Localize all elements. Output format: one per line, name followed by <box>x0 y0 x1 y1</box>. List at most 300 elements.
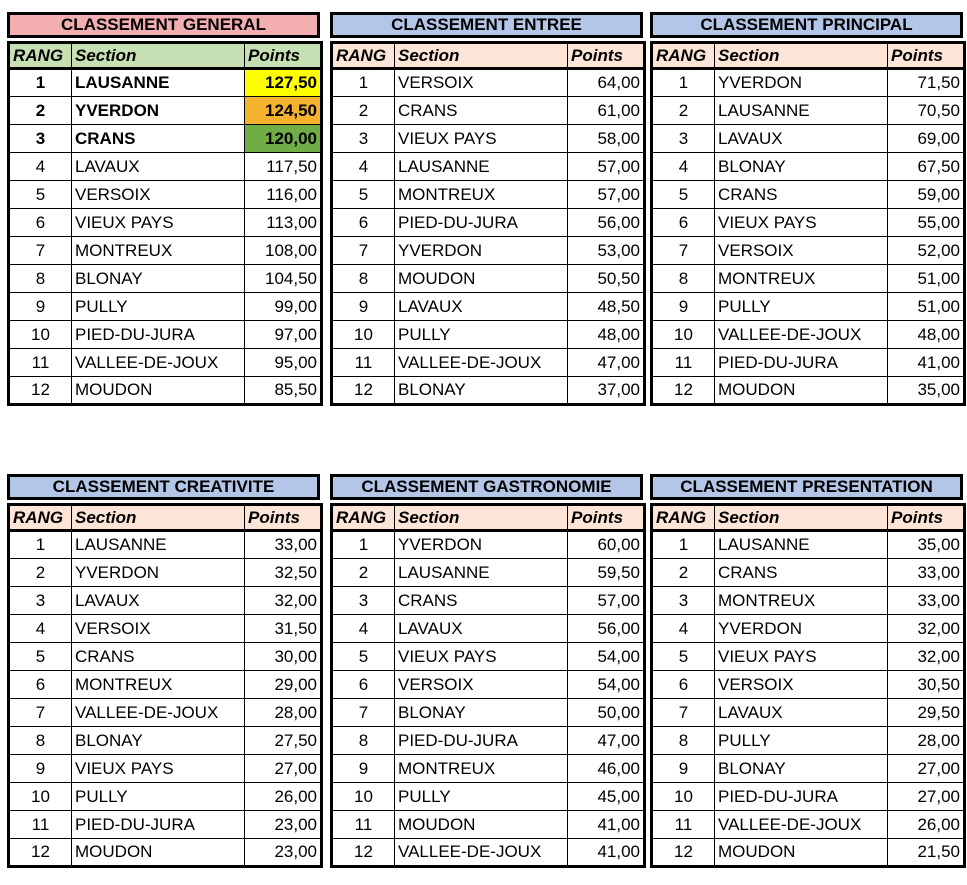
points-header: Points <box>888 505 965 531</box>
rank-cell: 3 <box>9 587 72 615</box>
points-cell: 27,00 <box>245 755 322 783</box>
rank-cell: 5 <box>9 181 72 209</box>
table-row <box>652 153 965 181</box>
rank-cell: 2 <box>652 97 715 125</box>
points-cell: 30,00 <box>245 643 322 671</box>
section-cell: PULLY <box>72 293 245 321</box>
rank-cell: 1 <box>652 69 715 97</box>
rank-cell: 7 <box>332 699 395 727</box>
section-cell: LAUSANNE <box>395 153 568 181</box>
section-cell: MOUDON <box>715 377 888 405</box>
rank-cell: 7 <box>652 237 715 265</box>
table-row <box>9 69 322 97</box>
table-row <box>9 587 322 615</box>
points-cell: 28,00 <box>888 727 965 755</box>
rank-cell: 12 <box>9 377 72 405</box>
table-row <box>9 615 322 643</box>
points-cell: 21,50 <box>888 839 965 867</box>
rank-cell: 12 <box>652 839 715 867</box>
section-cell: PIED-DU-JURA <box>715 783 888 811</box>
section-cell: VERSOIX <box>715 237 888 265</box>
points-cell: 32,00 <box>245 587 322 615</box>
table-row <box>652 727 965 755</box>
rank-header: RANG <box>332 43 395 69</box>
rank-cell: 3 <box>9 125 72 153</box>
section-cell: PULLY <box>715 293 888 321</box>
rank-cell: 3 <box>332 125 395 153</box>
table-row <box>332 531 645 559</box>
ranking-grid <box>7 503 323 868</box>
section-cell: LAVAUX <box>395 293 568 321</box>
rank-cell: 3 <box>332 587 395 615</box>
section-cell: PULLY <box>72 783 245 811</box>
table-row <box>332 237 645 265</box>
rank-cell: 11 <box>9 349 72 377</box>
rank-cell: 9 <box>9 755 72 783</box>
section-cell: BLONAY <box>715 755 888 783</box>
points-cell: 51,00 <box>888 293 965 321</box>
points-cell: 46,00 <box>568 755 645 783</box>
rank-cell: 3 <box>652 125 715 153</box>
table-row <box>9 293 322 321</box>
section-cell: MONTREUX <box>395 755 568 783</box>
section-cell: VIEUX PAYS <box>715 643 888 671</box>
section-cell: MONTREUX <box>72 671 245 699</box>
table-row <box>9 265 322 293</box>
points-cell: 127,50 <box>245 69 322 97</box>
points-cell: 48,00 <box>888 321 965 349</box>
points-cell: 104,50 <box>245 265 322 293</box>
table-row <box>652 209 965 237</box>
table-row <box>332 587 645 615</box>
section-cell: MOUDON <box>395 265 568 293</box>
ranking-grid <box>330 503 646 868</box>
rank-cell: 8 <box>332 265 395 293</box>
table-row <box>652 615 965 643</box>
section-cell: VALLEE-DE-JOUX <box>715 321 888 349</box>
rank-cell: 1 <box>9 531 72 559</box>
section-cell: LAUSANNE <box>395 559 568 587</box>
section-cell: BLONAY <box>72 727 245 755</box>
table-row <box>9 125 322 153</box>
rank-cell: 1 <box>332 531 395 559</box>
section-cell: YVERDON <box>72 559 245 587</box>
points-header: Points <box>888 43 965 69</box>
rank-cell: 10 <box>652 321 715 349</box>
table-row <box>652 181 965 209</box>
table-row <box>9 811 322 839</box>
table-row <box>652 559 965 587</box>
table-row <box>332 321 645 349</box>
section-cell: MONTREUX <box>395 181 568 209</box>
rank-cell: 9 <box>9 293 72 321</box>
rank-cell: 4 <box>9 615 72 643</box>
points-cell: 51,00 <box>888 265 965 293</box>
points-cell: 23,00 <box>245 839 322 867</box>
rank-cell: 9 <box>332 293 395 321</box>
table-row <box>652 321 965 349</box>
points-cell: 47,00 <box>568 727 645 755</box>
points-cell: 99,00 <box>245 293 322 321</box>
rank-cell: 2 <box>9 97 72 125</box>
table-row <box>9 531 322 559</box>
table-row <box>652 237 965 265</box>
points-cell: 59,00 <box>888 181 965 209</box>
rank-cell: 6 <box>652 209 715 237</box>
section-cell: CRANS <box>715 181 888 209</box>
table-row <box>9 727 322 755</box>
points-cell: 35,00 <box>888 531 965 559</box>
rank-cell: 12 <box>332 839 395 867</box>
rank-cell: 5 <box>652 643 715 671</box>
ranking-grid <box>330 41 646 406</box>
ranking-table-creativite <box>7 474 320 868</box>
table-row <box>332 209 645 237</box>
points-header: Points <box>245 505 322 531</box>
points-header: Points <box>568 505 645 531</box>
points-cell: 64,00 <box>568 69 645 97</box>
section-cell: MOUDON <box>72 839 245 867</box>
points-cell: 48,00 <box>568 321 645 349</box>
section-cell: VERSOIX <box>395 671 568 699</box>
rank-cell: 4 <box>332 153 395 181</box>
rank-cell: 8 <box>9 727 72 755</box>
section-cell: YVERDON <box>715 615 888 643</box>
rank-cell: 7 <box>652 699 715 727</box>
table-row <box>9 377 322 405</box>
section-header: Section <box>395 505 568 531</box>
table-row <box>9 209 322 237</box>
rank-cell: 10 <box>9 783 72 811</box>
section-cell: VERSOIX <box>715 671 888 699</box>
rank-cell: 7 <box>9 699 72 727</box>
section-cell: MONTREUX <box>72 237 245 265</box>
section-cell: YVERDON <box>715 69 888 97</box>
section-cell: VERSOIX <box>72 181 245 209</box>
rank-cell: 7 <box>9 237 72 265</box>
table-row <box>652 699 965 727</box>
points-cell: 108,00 <box>245 237 322 265</box>
section-cell: PULLY <box>395 321 568 349</box>
section-cell: VIEUX PAYS <box>72 209 245 237</box>
rank-cell: 10 <box>332 321 395 349</box>
table-row <box>332 643 645 671</box>
rank-cell: 9 <box>652 293 715 321</box>
table-row <box>652 69 965 97</box>
section-cell: LAVAUX <box>72 587 245 615</box>
table-row <box>9 643 322 671</box>
section-cell: VIEUX PAYS <box>395 643 568 671</box>
ranking-grid <box>650 41 966 406</box>
rank-cell: 11 <box>332 349 395 377</box>
section-cell: PIED-DU-JURA <box>72 811 245 839</box>
points-cell: 45,00 <box>568 783 645 811</box>
table-row <box>332 293 645 321</box>
rank-cell: 2 <box>652 559 715 587</box>
header-row <box>652 505 965 531</box>
table-row <box>652 839 965 867</box>
rank-cell: 1 <box>332 69 395 97</box>
points-cell: 33,00 <box>245 531 322 559</box>
ranking-grid <box>7 41 323 406</box>
rank-cell: 11 <box>9 811 72 839</box>
points-cell: 57,00 <box>568 153 645 181</box>
points-cell: 32,00 <box>888 615 965 643</box>
section-cell: VERSOIX <box>395 69 568 97</box>
table-row <box>9 839 322 867</box>
rank-cell: 4 <box>9 153 72 181</box>
rank-cell: 1 <box>9 69 72 97</box>
rank-cell: 5 <box>9 643 72 671</box>
section-cell: CRANS <box>395 587 568 615</box>
rank-cell: 9 <box>652 755 715 783</box>
rank-cell: 6 <box>332 209 395 237</box>
section-cell: BLONAY <box>395 699 568 727</box>
table-row <box>9 349 322 377</box>
points-cell: 53,00 <box>568 237 645 265</box>
points-cell: 37,00 <box>568 377 645 405</box>
section-cell: PIED-DU-JURA <box>395 209 568 237</box>
points-cell: 26,00 <box>245 783 322 811</box>
section-cell: LAUSANNE <box>715 531 888 559</box>
section-cell: LAUSANNE <box>72 69 245 97</box>
table-title: CLASSEMENT ENTREE <box>330 12 643 38</box>
section-cell: VIEUX PAYS <box>715 209 888 237</box>
points-cell: 28,00 <box>245 699 322 727</box>
header-row <box>9 43 322 69</box>
section-cell: VERSOIX <box>72 615 245 643</box>
points-cell: 47,00 <box>568 349 645 377</box>
table-title: CLASSEMENT PRINCIPAL <box>650 12 963 38</box>
rank-cell: 11 <box>332 811 395 839</box>
table-row <box>652 643 965 671</box>
points-cell: 60,00 <box>568 531 645 559</box>
section-cell: BLONAY <box>395 377 568 405</box>
ranking-grid <box>650 503 966 868</box>
section-cell: LAVAUX <box>395 615 568 643</box>
table-row <box>652 587 965 615</box>
table-row <box>332 125 645 153</box>
points-cell: 33,00 <box>888 587 965 615</box>
table-row <box>9 783 322 811</box>
header-row <box>332 43 645 69</box>
points-cell: 27,00 <box>888 783 965 811</box>
ranking-table-presentation <box>650 474 963 868</box>
section-header: Section <box>715 43 888 69</box>
table-row <box>332 97 645 125</box>
rank-header: RANG <box>9 505 72 531</box>
points-cell: 57,00 <box>568 587 645 615</box>
points-cell: 27,50 <box>245 727 322 755</box>
table-row <box>332 699 645 727</box>
section-cell: PIED-DU-JURA <box>72 321 245 349</box>
points-cell: 55,00 <box>888 209 965 237</box>
points-cell: 85,50 <box>245 377 322 405</box>
points-cell: 32,50 <box>245 559 322 587</box>
table-row <box>9 755 322 783</box>
rank-cell: 1 <box>652 531 715 559</box>
section-cell: MOUDON <box>395 811 568 839</box>
header-row <box>652 43 965 69</box>
section-cell: VALLEE-DE-JOUX <box>72 349 245 377</box>
table-row <box>332 559 645 587</box>
rank-header: RANG <box>9 43 72 69</box>
points-cell: 32,00 <box>888 643 965 671</box>
table-row <box>652 349 965 377</box>
rank-cell: 5 <box>332 643 395 671</box>
rank-cell: 6 <box>9 671 72 699</box>
rank-cell: 2 <box>332 97 395 125</box>
table-title: CLASSEMENT GENERAL <box>7 12 320 38</box>
rank-cell: 8 <box>652 265 715 293</box>
table-row <box>332 615 645 643</box>
rank-cell: 3 <box>652 587 715 615</box>
table-row <box>332 181 645 209</box>
table-row <box>652 97 965 125</box>
table-row <box>332 153 645 181</box>
points-cell: 56,00 <box>568 209 645 237</box>
points-cell: 29,50 <box>888 699 965 727</box>
rank-header: RANG <box>332 505 395 531</box>
points-cell: 23,00 <box>245 811 322 839</box>
rank-cell: 7 <box>332 237 395 265</box>
section-cell: LAVAUX <box>72 153 245 181</box>
table-row <box>652 125 965 153</box>
points-cell: 41,00 <box>888 349 965 377</box>
points-cell: 48,50 <box>568 293 645 321</box>
points-cell: 59,50 <box>568 559 645 587</box>
rank-header: RANG <box>652 505 715 531</box>
points-cell: 50,00 <box>568 699 645 727</box>
points-cell: 41,00 <box>568 839 645 867</box>
rank-cell: 10 <box>9 321 72 349</box>
rank-cell: 6 <box>9 209 72 237</box>
points-header: Points <box>568 43 645 69</box>
points-cell: 71,50 <box>888 69 965 97</box>
points-cell: 120,00 <box>245 125 322 153</box>
rank-cell: 2 <box>332 559 395 587</box>
points-cell: 113,00 <box>245 209 322 237</box>
points-cell: 29,00 <box>245 671 322 699</box>
points-cell: 116,00 <box>245 181 322 209</box>
rank-cell: 12 <box>332 377 395 405</box>
ranking-table-general <box>7 12 320 406</box>
table-row <box>652 783 965 811</box>
points-cell: 52,00 <box>888 237 965 265</box>
table-row <box>332 727 645 755</box>
points-cell: 57,00 <box>568 181 645 209</box>
points-cell: 61,00 <box>568 97 645 125</box>
rank-cell: 6 <box>652 671 715 699</box>
section-cell: LAVAUX <box>715 125 888 153</box>
section-cell: PULLY <box>715 727 888 755</box>
section-header: Section <box>715 505 888 531</box>
points-cell: 54,00 <box>568 643 645 671</box>
section-cell: CRANS <box>72 125 245 153</box>
points-cell: 124,50 <box>245 97 322 125</box>
points-cell: 27,00 <box>888 755 965 783</box>
section-cell: MOUDON <box>72 377 245 405</box>
table-row <box>652 755 965 783</box>
rank-cell: 2 <box>9 559 72 587</box>
table-title: CLASSEMENT GASTRONOMIE <box>330 474 643 500</box>
table-row <box>332 349 645 377</box>
points-cell: 54,00 <box>568 671 645 699</box>
table-row <box>9 97 322 125</box>
section-cell: PIED-DU-JURA <box>395 727 568 755</box>
rank-cell: 12 <box>652 377 715 405</box>
points-cell: 30,50 <box>888 671 965 699</box>
section-cell: MONTREUX <box>715 587 888 615</box>
points-cell: 67,50 <box>888 153 965 181</box>
table-row <box>9 153 322 181</box>
ranking-table-principal <box>650 12 963 406</box>
section-cell: CRANS <box>72 643 245 671</box>
table-row <box>652 265 965 293</box>
table-row <box>9 237 322 265</box>
section-cell: LAUSANNE <box>715 97 888 125</box>
rank-cell: 4 <box>652 615 715 643</box>
section-cell: YVERDON <box>72 97 245 125</box>
rank-cell: 11 <box>652 349 715 377</box>
rank-cell: 10 <box>652 783 715 811</box>
table-row <box>652 293 965 321</box>
section-cell: BLONAY <box>715 153 888 181</box>
table-row <box>332 377 645 405</box>
table-title: CLASSEMENT CREATIVITE <box>7 474 320 500</box>
table-row <box>652 671 965 699</box>
table-row <box>332 755 645 783</box>
rank-cell: 8 <box>9 265 72 293</box>
table-row <box>332 671 645 699</box>
table-row <box>9 321 322 349</box>
rank-cell: 5 <box>652 181 715 209</box>
table-row <box>652 531 965 559</box>
section-cell: BLONAY <box>72 265 245 293</box>
table-row <box>9 671 322 699</box>
rank-cell: 8 <box>652 727 715 755</box>
rank-cell: 12 <box>9 839 72 867</box>
section-cell: PIED-DU-JURA <box>715 349 888 377</box>
rank-cell: 4 <box>652 153 715 181</box>
points-cell: 33,00 <box>888 559 965 587</box>
points-cell: 35,00 <box>888 377 965 405</box>
section-cell: YVERDON <box>395 531 568 559</box>
points-cell: 95,00 <box>245 349 322 377</box>
section-cell: YVERDON <box>395 237 568 265</box>
points-cell: 117,50 <box>245 153 322 181</box>
section-cell: MOUDON <box>715 839 888 867</box>
rank-cell: 5 <box>332 181 395 209</box>
section-cell: CRANS <box>715 559 888 587</box>
points-cell: 58,00 <box>568 125 645 153</box>
table-row <box>332 783 645 811</box>
section-cell: VALLEE-DE-JOUX <box>72 699 245 727</box>
section-cell: VIEUX PAYS <box>72 755 245 783</box>
rank-cell: 6 <box>332 671 395 699</box>
rank-cell: 4 <box>332 615 395 643</box>
table-row <box>332 69 645 97</box>
section-cell: VALLEE-DE-JOUX <box>715 811 888 839</box>
header-row <box>9 505 322 531</box>
points-header: Points <box>245 43 322 69</box>
table-row <box>652 377 965 405</box>
table-title: CLASSEMENT PRESENTATION <box>650 474 963 500</box>
points-cell: 31,50 <box>245 615 322 643</box>
ranking-table-gastronomie <box>330 474 643 868</box>
points-cell: 97,00 <box>245 321 322 349</box>
section-cell: VALLEE-DE-JOUX <box>395 839 568 867</box>
